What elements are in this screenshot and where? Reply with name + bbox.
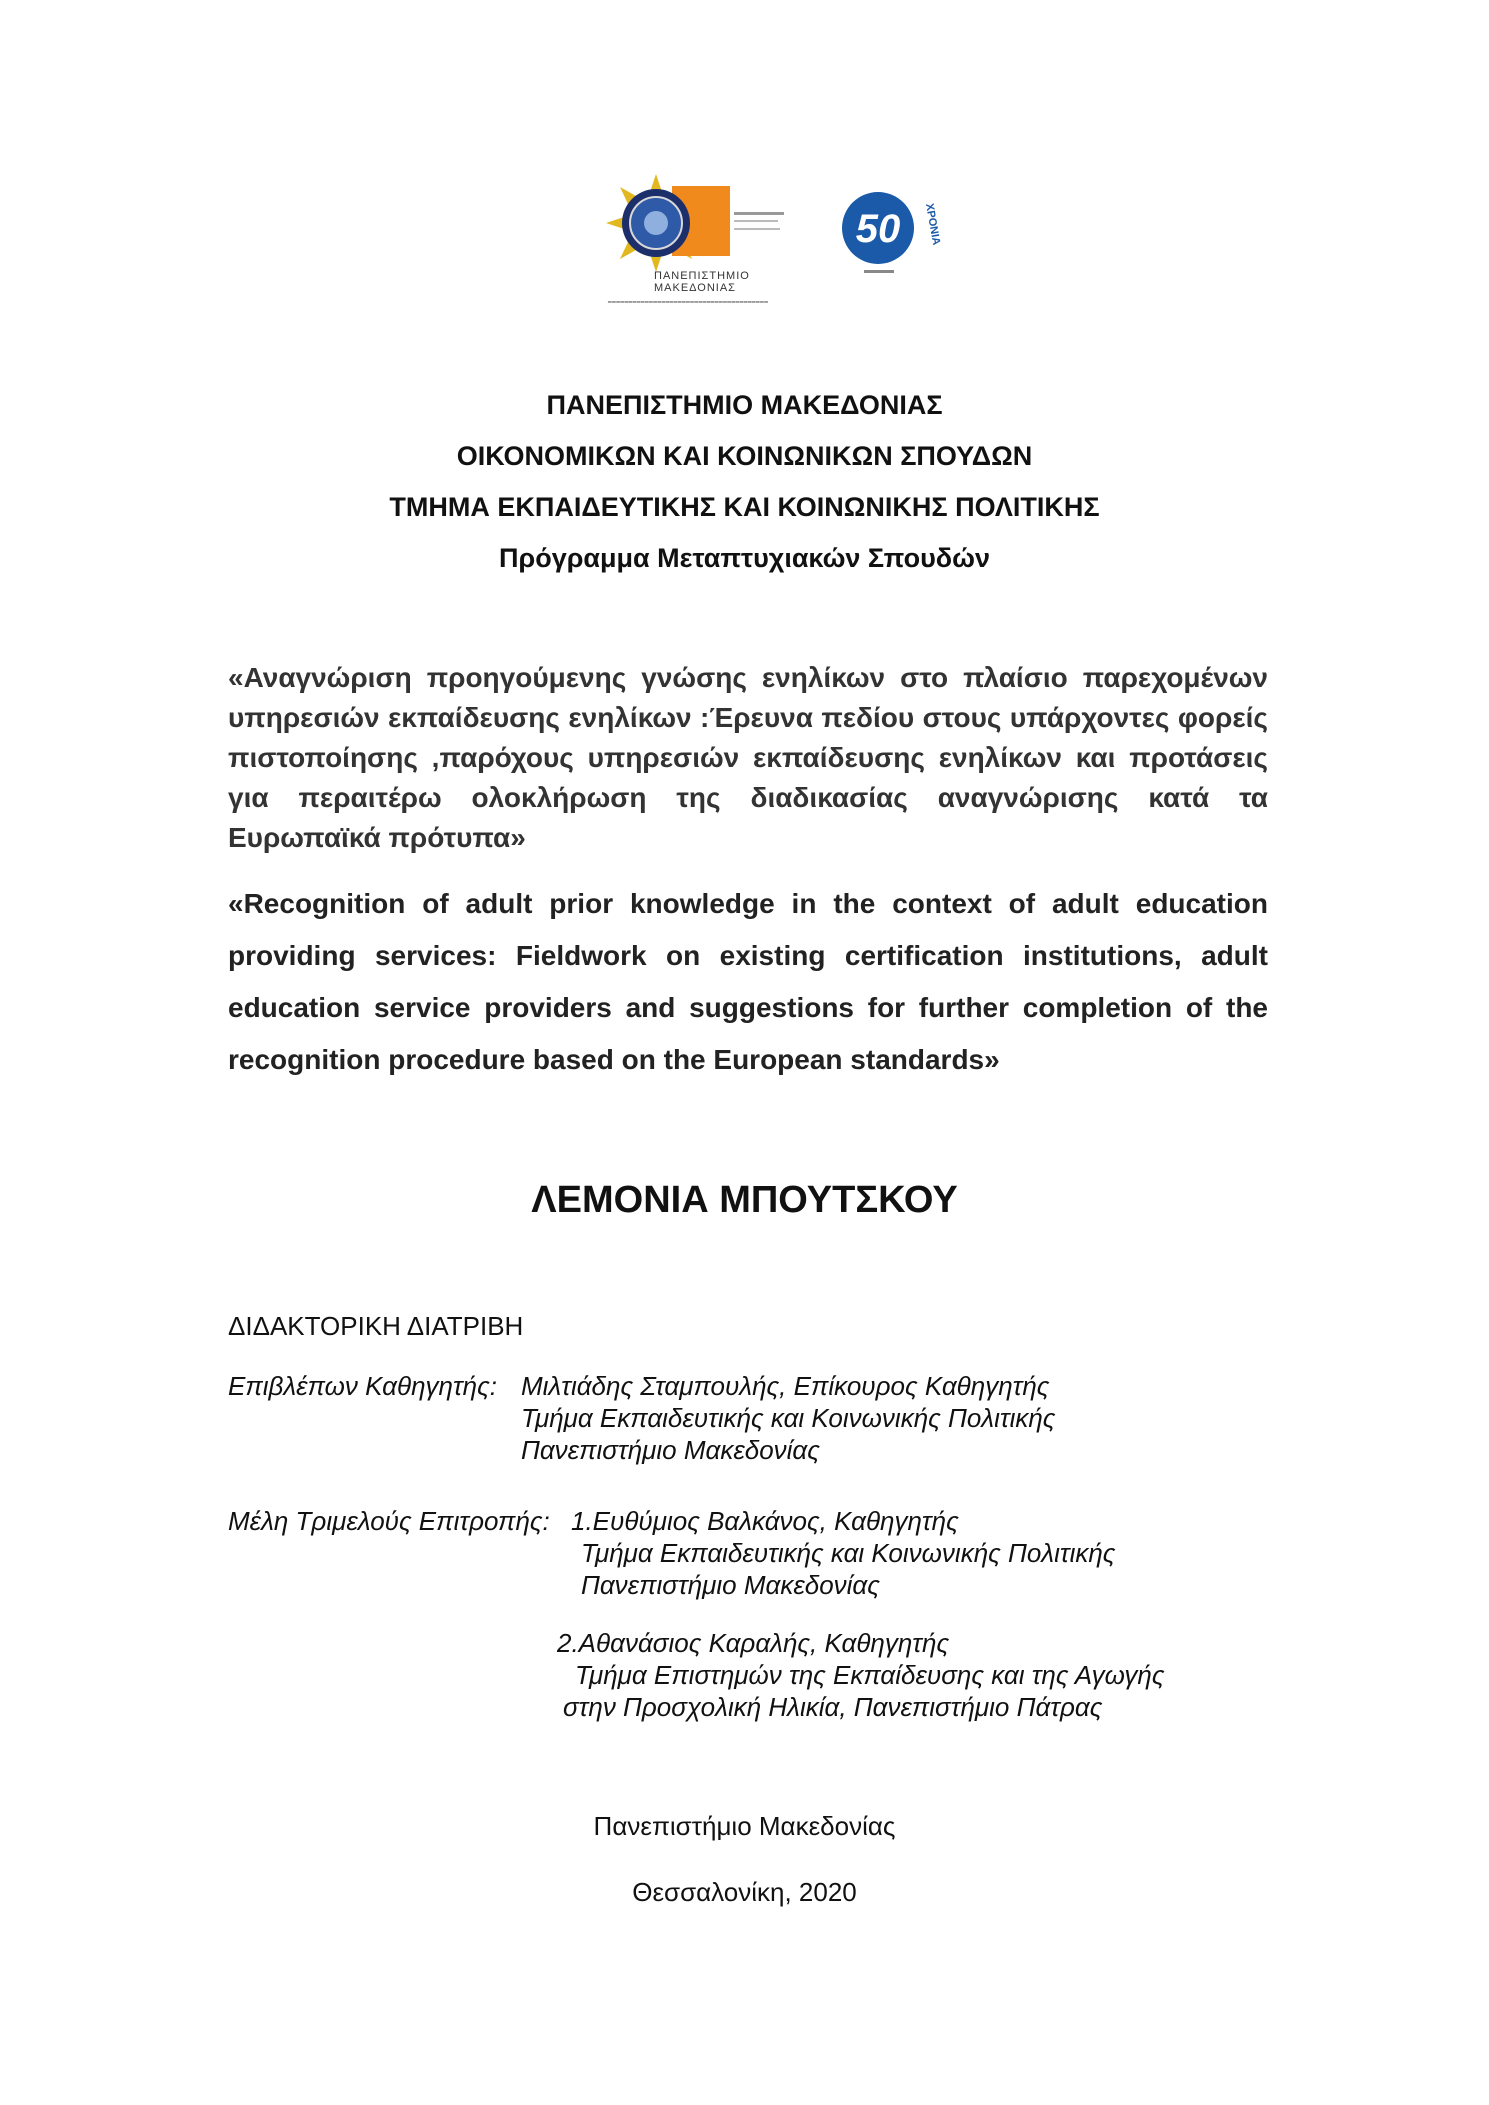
department-name: ΤΜΗΜΑ ΕΚΠΑΙΔΕΥΤΙΚΗΣ ΚΑΙ ΚΟΙΝΩΝΙΚΗΣ ΠΟΛΙΤΙΚΗΣ (389, 492, 1100, 522)
supervisor-name: Μιλτιάδης Σταμπουλής, Επίκουρος Καθηγητής (521, 1371, 1050, 1401)
committee-member-1-university: Πανεπιστήμιο Μακεδονίας (581, 1570, 880, 1600)
footer-place-date: Θεσσαλονίκη, 2020 (632, 1877, 857, 1907)
anniversary-word: ΧΡΟΝΙΑ (923, 202, 943, 247)
university-logo-subtext: ━━━━━━━━━━━━━━━━━━━━━━━━━━━━━━━━━━━━━━━ (608, 300, 769, 306)
committee-member-1-department: Τμήμα Εκπαιδευτικής και Κοινωνικής Πολιτικής (581, 1538, 1116, 1568)
author-name: ΛΕΜΟΝΙΑ ΜΠΟΥΤΣΚΟΥ (531, 1179, 958, 1221)
program-name: Πρόγραμμα Μεταπτυχιακών Σπουδών (499, 543, 990, 573)
seal-center (644, 211, 668, 235)
thesis-title-greek: «Αναγνώριση προηγούμενης γνώσης ενηλίκων στο πλαίσιο παρεχομένων υπηρεσιών εκπαίδευσης ενηλίκων :Έρευνα πεδίου στους υπάρχοντες φορείς πιστοποίησης ,παρόχους υπηρεσιών εκπαίδευσης ενηλίκων και προτάσεις για περαιτέρω ολοκλήρωση της διαδικασίας αναγνώρισης κατά τα Ευρωπαϊκά πρότυπα» (228, 662, 1268, 853)
50-years-logo (834, 184, 943, 284)
school-name: ΟΙΚΟΝΟΜΙΚΩΝ ΚΑΙ ΚΟΙΝΩΝΙΚΩΝ ΣΠΟΥΔΩΝ (456, 441, 1033, 471)
committee-member-2-university: στην Προσχολική Ηλικία, Πανεπιστήμιο Πάτρας (563, 1692, 1103, 1722)
supervisor-label: Επιβλέπων Καθηγητής: (228, 1371, 497, 1401)
document-type: ΔΙΔΑΚΤΟΡΙΚΗ ΔΙΑΤΡΙΒΗ (228, 1311, 524, 1341)
supervisor-university: Πανεπιστήμιο Μακεδονίας (521, 1435, 820, 1465)
university-logo-text: ΠΑΝΕΠΙΣΤΗΜΙΟ ΜΑΚΕΔΟΝΙΑΣ (654, 270, 750, 294)
thesis-title-english: «Recognition of adult prior knowledge in the context of adult education providing services: Fieldwork on existing certification institutions, adult education service providers and suggestions for further completion of the recognition procedure based on the European standards» (228, 888, 1268, 1075)
committee-member-1-name: 1.Ευθύμιος Βαλκάνος, Καθηγητής (571, 1506, 959, 1536)
footer-institution: Πανεπιστήμιο Μακεδονίας (593, 1811, 896, 1841)
supervisor-department: Τμήμα Εκπαιδευτικής και Κοινωνικής Πολιτικής (521, 1403, 1056, 1433)
committee-label: Μέλη Τριμελούς Επιτροπής: (228, 1506, 550, 1536)
institution-header (0, 380, 1489, 584)
committee-member-2-department: Τμήμα Επιστημών της Εκπαίδευσης και της Αγωγής (575, 1660, 1165, 1690)
committee-member-2-name: 2.Αθανάσιος Καραλής, Καθηγητής (557, 1628, 950, 1658)
university-name: ΠΑΝΕΠΙΣΤΗΜΙΟ ΜΑΚΕΔΟΝΙΑΣ (546, 390, 943, 420)
logo-area (598, 172, 943, 312)
anniversary-number: 50 (855, 207, 901, 251)
